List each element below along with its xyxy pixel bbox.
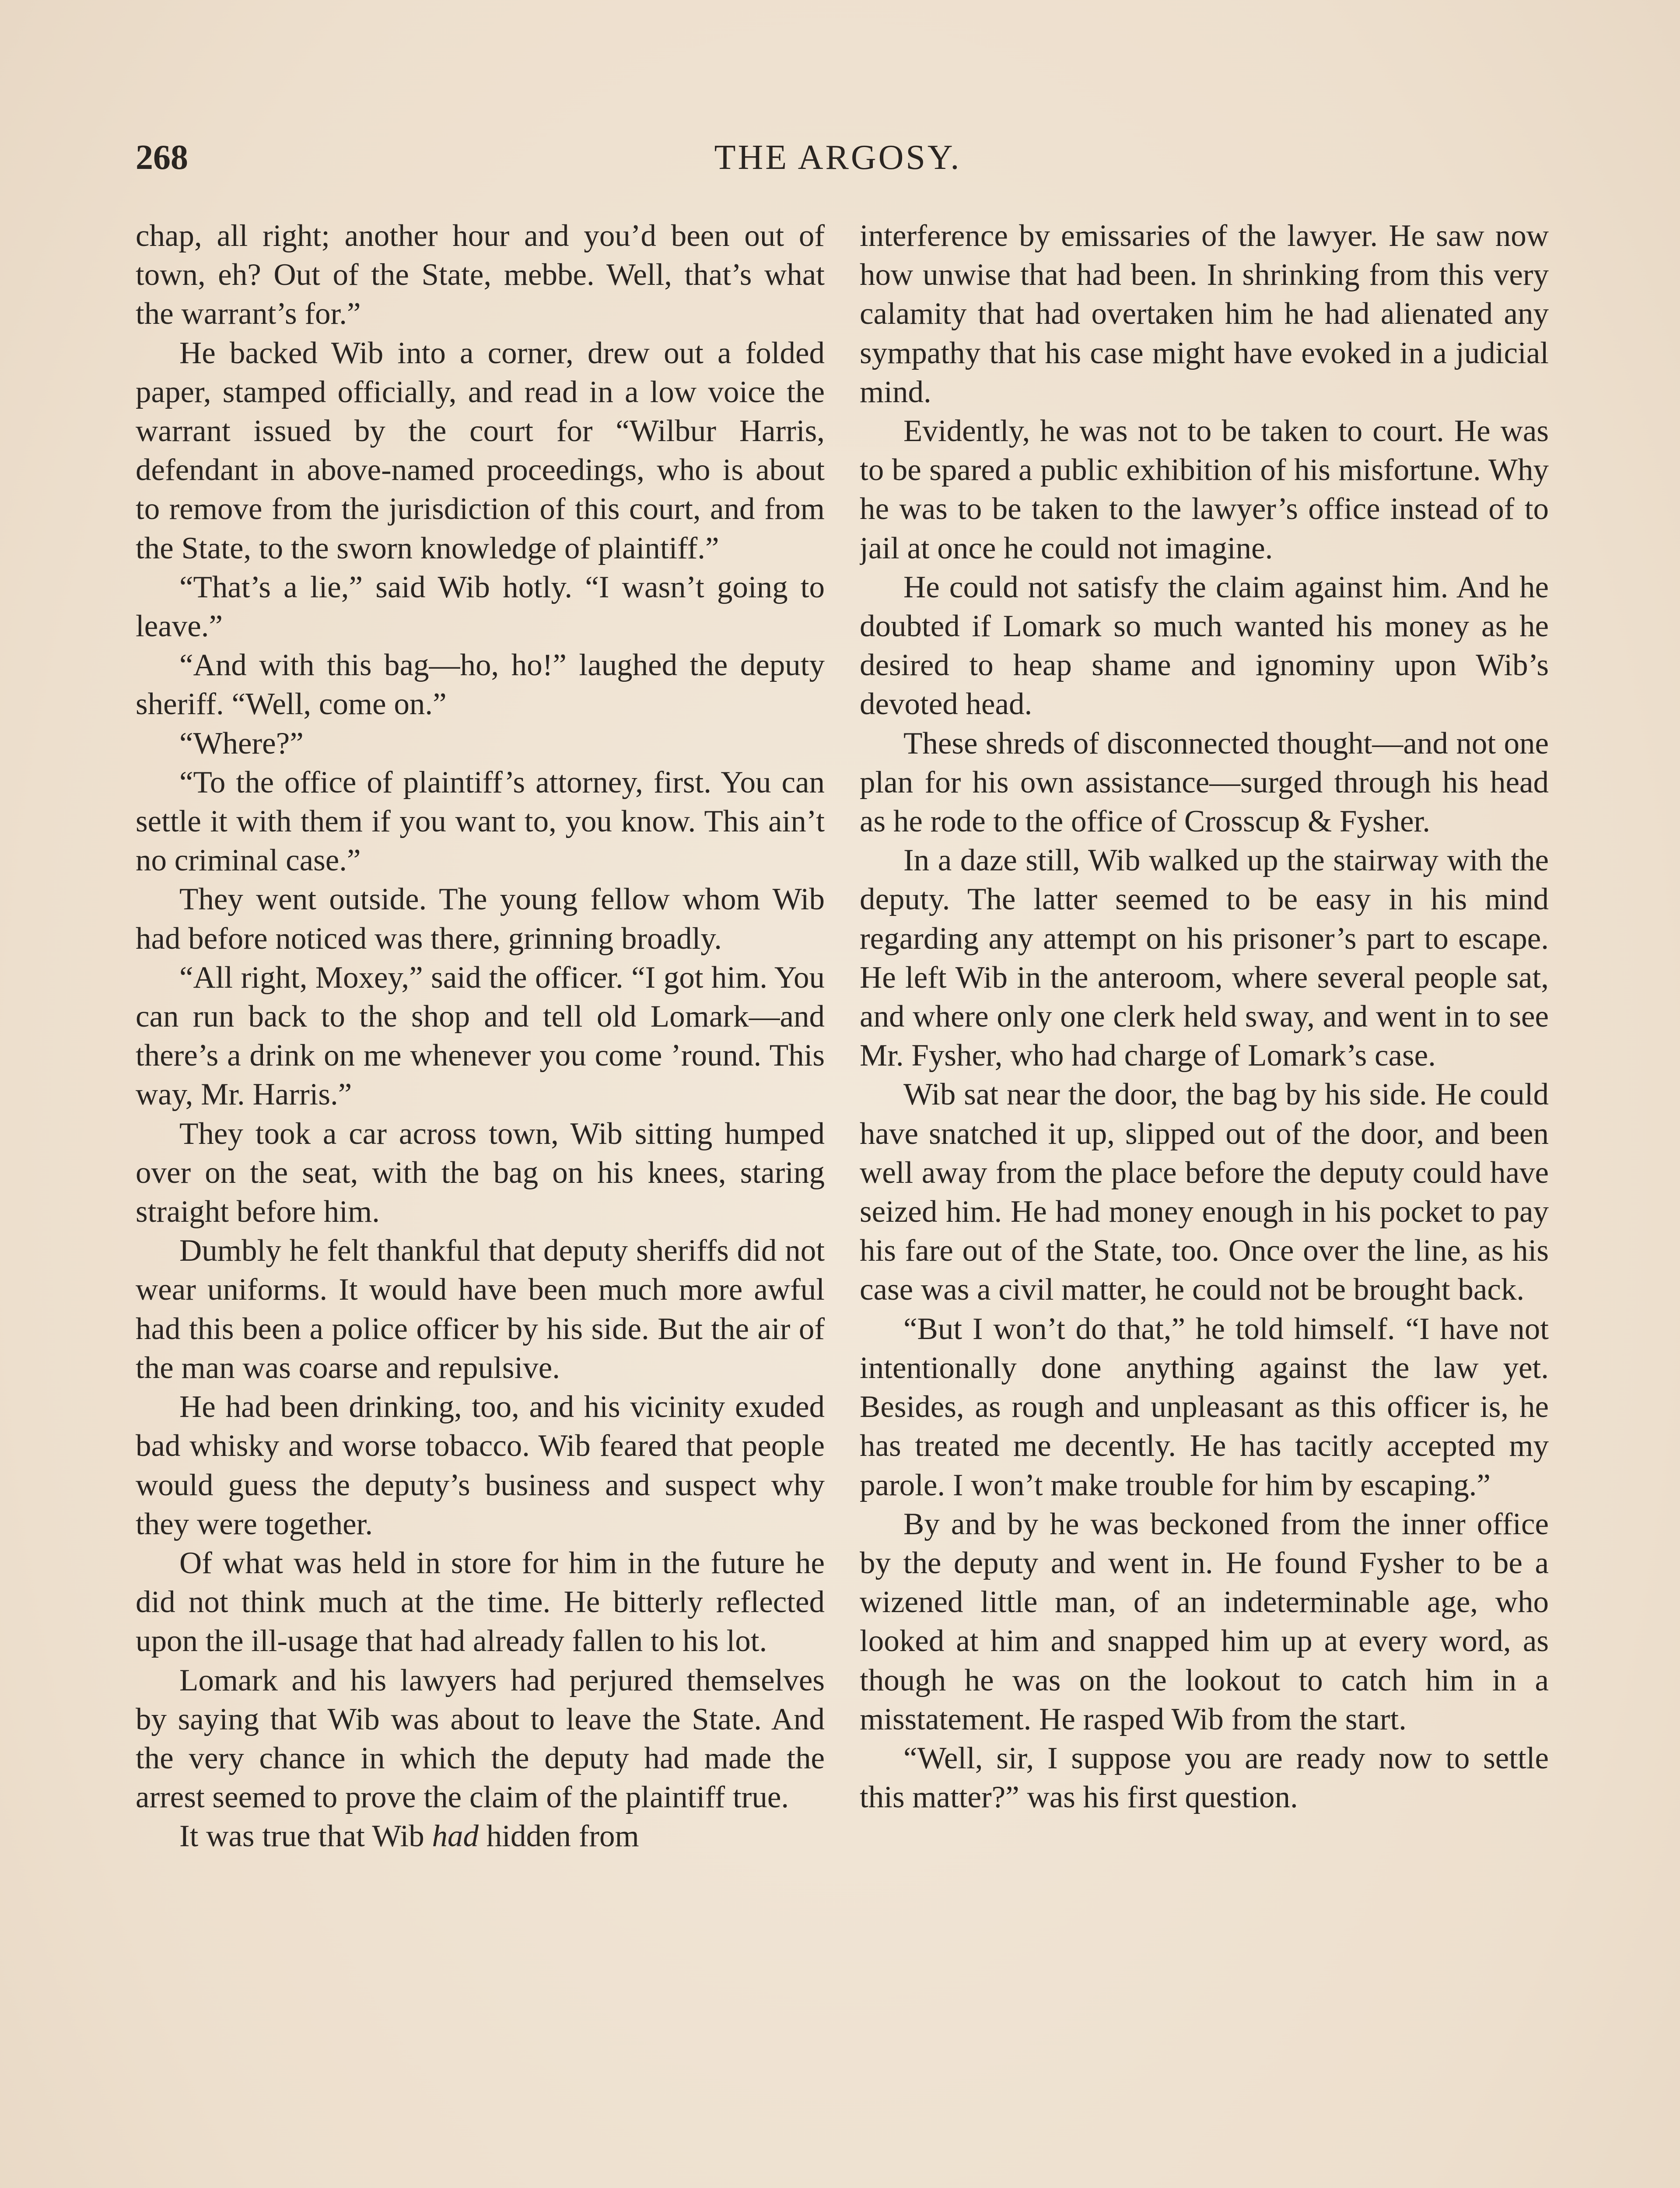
text-column-left bbox=[136, 217, 825, 2188]
paragraph: chap, all right; another hour and you’d been out of town, eh? Out of the State, mebbe. Well, that’s what the warrant’s for.” bbox=[136, 219, 825, 331]
page-number: 268 bbox=[136, 138, 188, 177]
paragraph: Evidently, he was not to be taken to court. He was to be spared a public exhibition of his misfortune. Why he was to be taken to the lawyer’s office instead of to jail at once he could not imagine. bbox=[860, 414, 1549, 565]
paragraph: In a daze still, Wib walked up the stairway with the deputy. The latter seemed to be easy in his mind regarding any attempt on his prisoner’s part to escape. He left Wib in the anteroom, where several people sat, and where only one clerk held sway, and went in to see Mr. Fysher, who had charge of Lomark’s case. bbox=[860, 843, 1549, 1073]
paragraph: “To the office of plaintiff’s attorney, first. You can settle it with them if you want to, you know. This ain’t no criminal case.” bbox=[136, 765, 825, 878]
paragraph: “Where?” bbox=[179, 726, 304, 761]
paragraph: “That’s a lie,” said Wib hotly. “I wasn’t going to leave.” bbox=[136, 570, 825, 644]
paragraph: “Well, sir, I suppose you are ready now to settle this matter?” was his first question. bbox=[860, 1741, 1549, 1815]
page-header bbox=[136, 131, 1540, 184]
paragraph: They took a car across town, Wib sitting humped over on the seat, with the bag on his knees, staring straight before him. bbox=[136, 1116, 825, 1229]
paragraph: He backed Wib into a corner, drew out a folded paper, stamped officially, and read in a low voice the warrant issued by the court for “Wilbur Harris, defendant in above-named proceedings, who is about to remove from the jurisdiction of this court, and from the State, to the sworn knowledge of plaintiff.” bbox=[136, 336, 825, 565]
paragraph: These shreds of disconnected thought—and not one plan for his own assistance—surged through his head as he rode to the office of Crosscup & Fysher. bbox=[860, 726, 1549, 839]
text-column-right bbox=[860, 217, 1549, 2188]
paragraph: Dumbly he felt thankful that deputy sheriffs did not wear uniforms. It would have been much more awful had this been a police officer by his side. But the air of the man was coarse and repulsive. bbox=[136, 1234, 825, 1385]
paragraph: “But I won’t do that,” he told himself. “I have not intentionally done anything against the law yet. Besides, as rough and unpleasant as this officer is, he has treated me decently. He has tacitly accepted my parole. I won’t make trouble for him by escaping.” bbox=[860, 1311, 1549, 1502]
running-title: THE ARGOSY. bbox=[714, 138, 962, 177]
paragraph: Of what was held in store for him in the future he did not think much at the time. He bitterly reflected upon the ill-usage that had already fallen to his lot. bbox=[136, 1546, 825, 1659]
paragraph: By and by he was beckoned from the inner office by the deputy and went in. He found Fysher to be a wizened little man, of an indeterminable age, who looked at him and snapped him up at every word, as though he was on the lookout to catch him in a misstatement. He rasped Wib from the start. bbox=[860, 1507, 1549, 1736]
paragraph: He had been drinking, too, and his vicinity exuded bad whisky and worse tobacco. Wib feared that people would guess the deputy’s business and suspect why they were together. bbox=[136, 1390, 825, 1541]
paragraph-with-emphasis: It was true that Wib had hidden from bbox=[179, 1819, 639, 1854]
paragraph: Lomark and his lawyers had perjured themselves by saying that Wib was about to leave the State. And the very chance in which the deputy had made the arrest seemed to prove the claim of the plaintiff true. bbox=[136, 1663, 825, 1815]
paragraph: They went outside. The young fellow whom Wib had before noticed was there, grinning broadly. bbox=[136, 882, 825, 956]
paragraph: “And with this bag—ho, ho!” laughed the deputy sheriff. “Well, come on.” bbox=[136, 648, 825, 722]
paragraph: interference by emissaries of the lawyer. He saw now how unwise that had been. In shrinking from this very calamity that had overtaken him he had alienated any sympathy that his case might have evoked in a judicial mind. bbox=[860, 219, 1549, 409]
paragraph: Wib sat near the door, the bag by his side. He could have snatched it up, slipped out of the door, and been well away from the place before the deputy could have seized him. He had money enough in his pocket to pay his fare out of the State, too. Once over the line, as his case was a civil matter, he could not be brought back. bbox=[860, 1077, 1549, 1307]
emphasis-word: had bbox=[432, 1819, 479, 1854]
paragraph: “All right, Moxey,” said the officer. “I got him. You can run back to the shop and tell old Lomark—and there’s a drink on me whenever you come ’round. This way, Mr. Harris.” bbox=[136, 960, 825, 1112]
paragraph: He could not satisfy the claim against him. And he doubted if Lomark so much wanted his money as he desired to heap shame and ignominy upon Wib’s devoted head. bbox=[860, 570, 1549, 722]
